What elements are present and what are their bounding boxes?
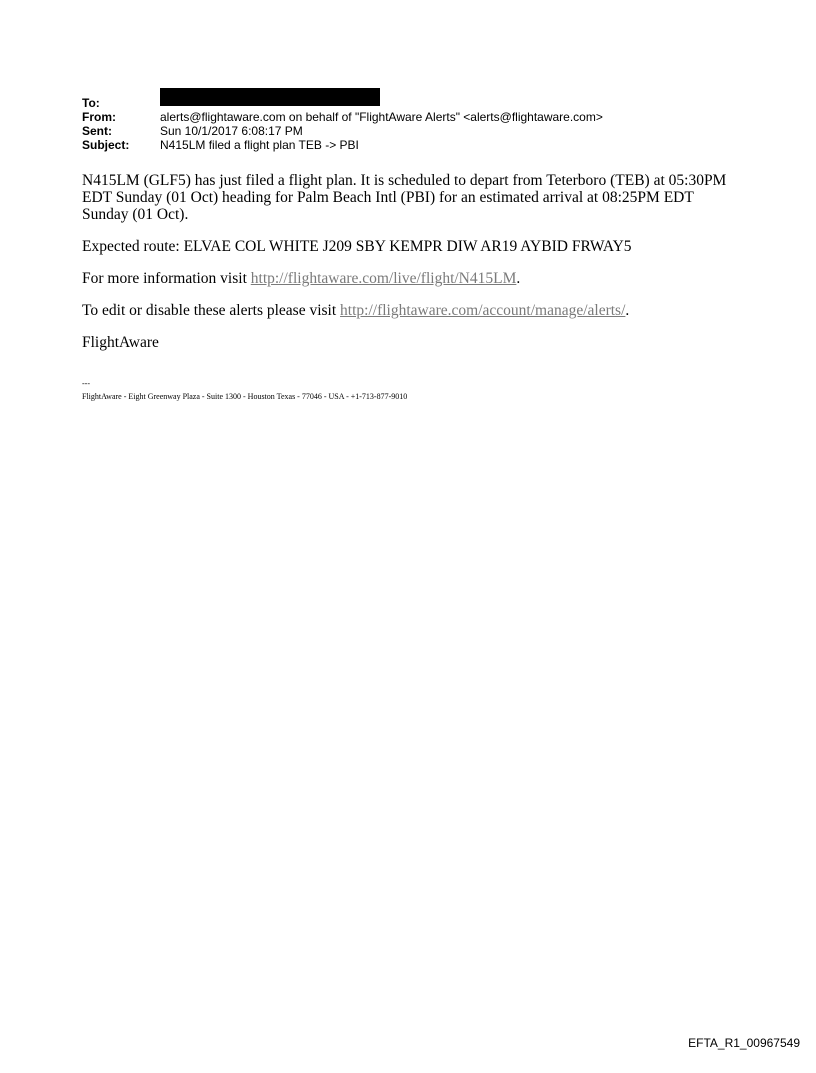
to-label: To: xyxy=(82,96,100,110)
route-paragraph: Expected route: ELVAE COL WHITE J209 SBY KEMPR DIW AR19 AYBID FRWAY5 xyxy=(82,238,632,255)
info-suffix: . xyxy=(516,270,521,287)
subject-value: N415LM filed a flight plan TEB -> PBI xyxy=(160,138,359,152)
info-prefix: For more information visit xyxy=(82,270,251,287)
sent-row xyxy=(82,124,603,138)
sent-value: Sun 10/1/2017 6:08:17 PM xyxy=(160,124,303,138)
from-label: From: xyxy=(82,110,116,124)
signature-divider: --- xyxy=(82,379,90,388)
to-row xyxy=(82,96,603,110)
alerts-prefix: To edit or disable these alerts please visit xyxy=(82,302,341,319)
flight-plan-paragraph: N415LM (GLF5) has just filed a flight plan. It is scheduled to depart from Teterboro (TEB) at 05:30PM EDT Sunday (01 Oct) heading for Palm Beach Intl (PBI) for an estimated arrival at 08:25PM EDT Sunday (01 Oct). xyxy=(82,172,727,223)
sent-label: Sent: xyxy=(82,124,112,138)
signature: FlightAware xyxy=(82,334,159,351)
redaction-block xyxy=(160,88,380,106)
email-body xyxy=(82,172,732,366)
subject-row xyxy=(82,138,603,152)
subject-label: Subject: xyxy=(82,138,130,152)
from-value: alerts@flightaware.com on behalf of "FlightAware Alerts" <alerts@flightaware.com> xyxy=(160,110,603,124)
manage-alerts-link[interactable]: http://flightaware.com/account/manage/alerts/ xyxy=(340,302,626,319)
document-id: EFTA_R1_00967549 xyxy=(688,1036,800,1050)
from-row xyxy=(82,110,603,124)
email-header xyxy=(82,96,603,152)
info-paragraph xyxy=(82,270,732,287)
alerts-suffix: . xyxy=(625,302,630,319)
footer-address: FlightAware - Eight Greenway Plaza - Suite 1300 - Houston Texas - 77046 - USA - +1-713-877-9010 xyxy=(82,392,408,401)
alerts-paragraph xyxy=(82,302,732,319)
flight-info-link[interactable]: http://flightaware.com/live/flight/N415LM xyxy=(250,270,517,287)
